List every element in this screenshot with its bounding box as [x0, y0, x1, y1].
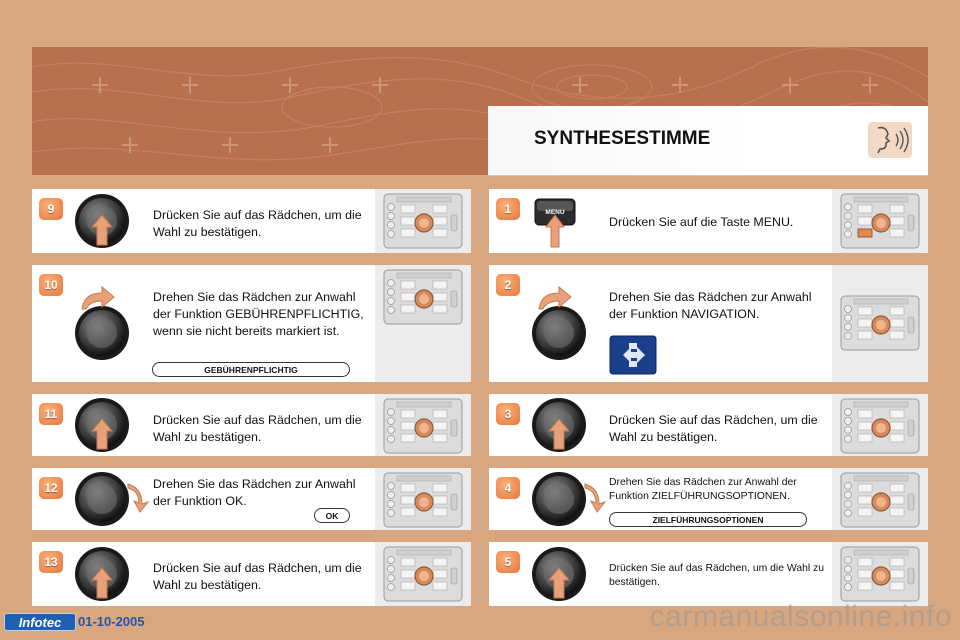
radio-unit-icon	[840, 193, 920, 249]
radio-unit-icon	[383, 269, 463, 325]
step-panel	[32, 265, 471, 382]
navigation-icon	[609, 335, 657, 375]
step-panel	[32, 468, 471, 530]
step-number-badge: 1	[496, 198, 520, 220]
step-number-badge: 5	[496, 551, 520, 573]
turn-arrow-down-icon	[581, 480, 611, 519]
step-instruction-text: Drehen Sie das Rädchen zur Anwahl der Funktion ZIELFÜHRUNGSOPTIONEN.	[609, 477, 797, 502]
turn-arrow-down-icon	[124, 480, 154, 519]
turn-arrow-icon	[80, 285, 116, 316]
rotary-knob-icon	[531, 546, 587, 602]
step-panel	[32, 394, 471, 456]
function-label-pill: OK	[314, 508, 350, 523]
step-instruction-text: Drücken Sie auf das Rädchen, um die Wahl zu bestätigen.	[609, 413, 818, 444]
page-title: SYNTHESESTIMME	[534, 128, 711, 149]
radio-unit-icon	[840, 398, 920, 454]
radio-unit-icon	[383, 472, 463, 528]
footer-date: 01-10-2005	[78, 614, 145, 629]
step-panel	[32, 542, 471, 606]
step-instruction-text: Drücken Sie auf die Taste MENU.	[609, 215, 794, 229]
radio-unit-icon	[840, 546, 920, 602]
rotary-knob-icon	[531, 471, 587, 527]
voice-synthesis-icon	[868, 122, 912, 158]
step-panel	[489, 394, 928, 456]
infotec-logo: Infotec	[4, 613, 76, 631]
step-instruction-text: Drücken Sie auf das Rädchen, um die Wahl zu bestätigen.	[609, 563, 825, 588]
menu-button-label: MENU	[545, 209, 565, 216]
watermark-text: carmanualsonline.info	[649, 600, 952, 633]
menu-button-icon	[533, 197, 577, 245]
rotary-knob-icon	[74, 471, 130, 527]
turn-arrow-icon	[537, 285, 573, 316]
step-number-badge: 4	[496, 477, 520, 499]
step-panel	[32, 189, 471, 253]
step-instruction-text: Drehen Sie das Rädchen zur Anwahl der Funktion OK.	[153, 477, 356, 508]
radio-unit-icon	[383, 398, 463, 454]
step-number-badge: 12	[39, 477, 63, 499]
rotary-knob-icon	[74, 193, 130, 249]
step-number-badge: 10	[39, 274, 63, 296]
step-instruction-text: Drücken Sie auf das Rädchen, um die Wahl zu bestätigen.	[153, 208, 362, 239]
step-number-badge: 3	[496, 403, 520, 425]
step-panel	[489, 189, 928, 253]
step-number-badge: 13	[39, 551, 63, 573]
step-instruction-text: Drücken Sie auf das Rädchen, um die Wahl zu bestätigen.	[153, 413, 362, 444]
step-panel	[489, 468, 928, 530]
radio-unit-icon	[383, 546, 463, 602]
step-instruction-text: Drehen Sie das Rädchen zur Anwahl der Funktion NAVIGATION.	[609, 290, 812, 321]
step-instruction-text: Drehen Sie das Rädchen zur Anwahl der Funktion GEBÜHRENPFLICHTIG, wenn sie nicht bereits markiert ist.	[153, 290, 364, 338]
step-panel	[489, 265, 928, 382]
step-number-badge: 2	[496, 274, 520, 296]
radio-unit-icon	[840, 472, 920, 528]
step-instruction-text: Drücken Sie auf das Rädchen, um die Wahl zu bestätigen.	[153, 561, 362, 592]
rotary-knob-icon	[531, 397, 587, 453]
radio-unit-icon	[840, 295, 920, 351]
rotary-knob-icon	[74, 397, 130, 453]
step-number-badge: 11	[39, 403, 63, 425]
function-label-pill: ZIELFÜHRUNGSOPTIONEN	[609, 512, 807, 527]
step-panel	[489, 542, 928, 606]
function-label-pill: GEBÜHRENPFLICHTIG	[152, 362, 350, 377]
radio-unit-icon	[383, 193, 463, 249]
step-number-badge: 9	[39, 198, 63, 220]
rotary-knob-icon	[74, 546, 130, 602]
